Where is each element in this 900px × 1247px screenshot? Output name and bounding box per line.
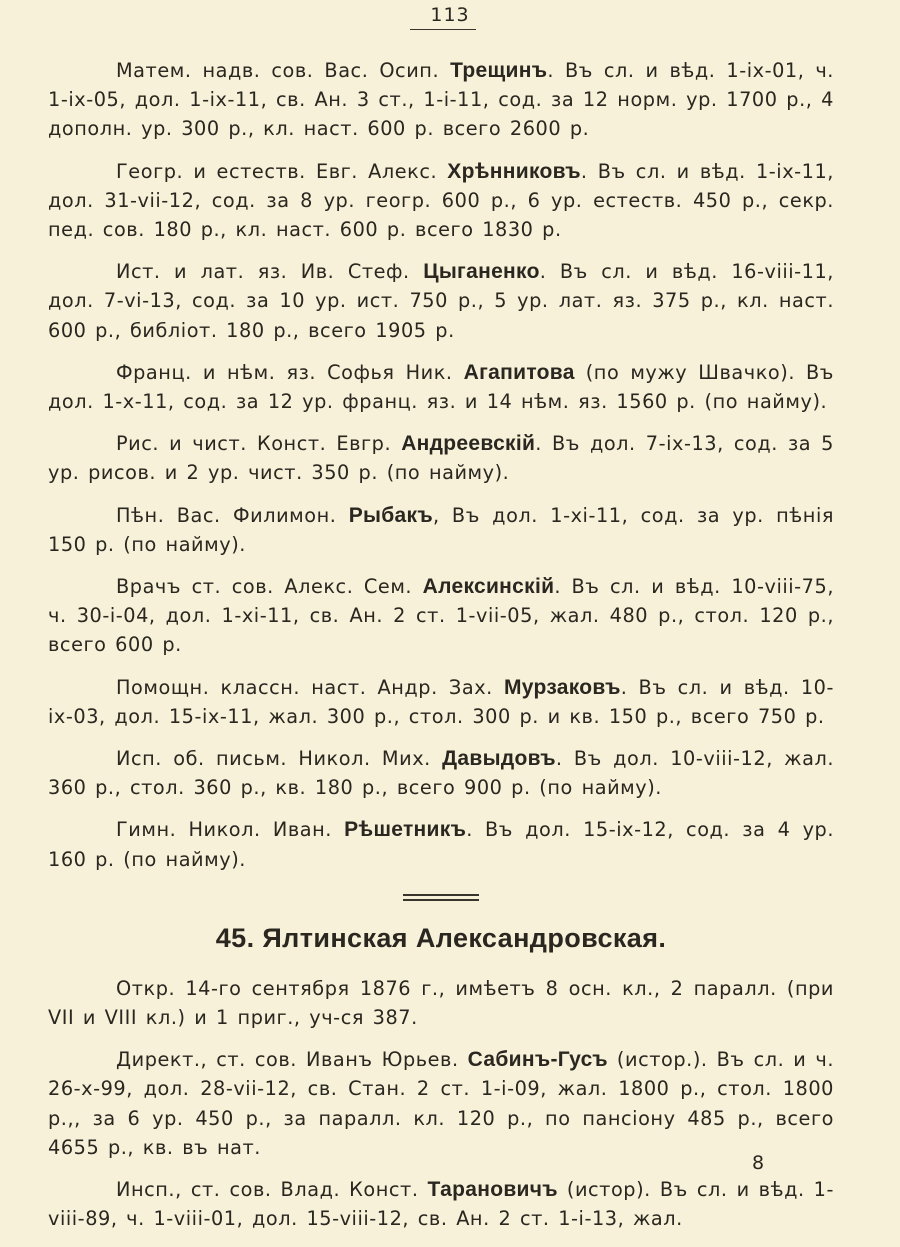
entry-details: (истор.). Въ сл. и ч. 26-x-99, дол. 28-vii-12, св. Стан. 2 ст. 1-i-09, жал. 1800 р., стол. 1800 р.,, за 6 ур. 450 р., за паралл. кл. 120 р., по пансiону 485 р., всего 4655 р., кв. въ нат. — [48, 1048, 835, 1159]
section-divider — [403, 894, 479, 901]
entry-details: . Въ сл. и вѣд. 1-ix-01, ч. 1-ix-05, дол. 1-ix-11, св. Ан. 3 ст., 1-i-11, сод. за 12 норм. ур. 1700 р., 4 дополн. ур. 300 р., кл. наст. 600 р. всего 2600 р. — [48, 59, 834, 141]
entry-details: . Въ дол. 10-viii-12, жал. 360 р., стол. 360 р., кв. 180 р., всего 900 р. (по найму). — [48, 747, 835, 800]
staff-entry — [48, 429, 834, 487]
entry-details: . Въ дол. 15-ix-12, сод. за 4 ур. 160 р. (по найму). — [48, 818, 834, 871]
entry-surname: Давыдовъ — [442, 747, 556, 771]
staff-entry — [48, 1045, 834, 1162]
entry-surname: Цыганенко — [423, 260, 540, 284]
signature-mark: 8 — [752, 1152, 765, 1174]
entry-position: Рис. и чист. Конст. Евгр. — [116, 432, 402, 456]
staff-entry — [48, 974, 834, 1032]
staff-entry — [48, 257, 834, 345]
entry-position: Ист. и лат. яз. Ив. Стеф. — [116, 260, 424, 284]
staff-entry — [48, 157, 834, 245]
staff-entry — [48, 744, 834, 802]
entry-position: Гимн. Никол. Иван. — [116, 818, 345, 842]
entry-surname: Андреевскiй — [401, 432, 536, 456]
entry-position: Матем. надв. сов. Вас. Осип. — [116, 59, 451, 82]
entry-surname: Рѣшетникъ — [344, 818, 467, 842]
entry-position: Инсп., ст. сов. Влад. Конст. — [116, 1178, 428, 1202]
staff-entry — [48, 501, 834, 559]
entry-surname: Рыбакъ — [348, 503, 433, 527]
entry-surname: Агапитова — [463, 360, 575, 384]
entry-details: . Въ сл. и вѣд. 1-ix-11, дол. 31-vii-12, сод. за 8 ур. геогр. 600 р., 6 ур. естеств. 450 р., секр. пед. сов. 180 р., кл. наст. 600 р. всего 1830 р. — [48, 159, 834, 242]
entry-position: Геогр. и естеств. Евг. Алекс. — [116, 159, 448, 183]
staff-list-yalta-gymnasium — [48, 974, 834, 1234]
staff-entry — [48, 572, 834, 660]
entry-position: Пѣн. Вас. Филимон. — [116, 503, 349, 527]
staff-entry — [48, 673, 834, 731]
entry-surname: Алексинскiй — [422, 575, 555, 599]
entry-details: . Въ сл. и вѣд. 16-viii-11, дол. 7-vi-13, сод. за 10 ур. ист. 750 р., 5 ур. лат. яз. 375 р., кл. наст. 600 р., библiот. 180 р., всего 1905 р. — [48, 260, 834, 342]
page-content — [48, 56, 834, 1247]
entry-details: . Въ сл. и вѣд. 10-viii-75, ч. 30-i-04, дол. 1-xi-11, св. Ан. 2 ст. 1-vii-05, жал. 480 р., стол. 120 р., всего 600 р. — [48, 575, 834, 657]
entry-surname: Сабинъ-Гусъ — [467, 1048, 608, 1072]
entry-details: . Въ дол. 7-ix-13, сод. за 5 ур. рисов. и 2 ур. чист. 350 р. (по найму). — [48, 432, 834, 485]
entry-surname: Тарановичъ — [427, 1178, 558, 1202]
entry-position: Франц. и нѣм. яз. Софья Ник. — [116, 360, 464, 384]
entry-position: Врачъ ст. сов. Алекс. Сем. — [116, 575, 423, 599]
entry-position: Директ., ст. сов. Иванъ Юрьев. — [116, 1048, 468, 1072]
staff-entry — [48, 358, 834, 416]
entry-details: (истор). Въ сл. и вѣд. 1-viii-89, ч. 1-viii-01, дол. 15-viii-12, св. Ан. 2 ст. 1-i-13, жал. — [48, 1178, 834, 1231]
entry-surname: Хрѣнниковъ — [447, 159, 581, 183]
staff-entry — [48, 56, 834, 144]
entry-surname: Трещинъ — [450, 59, 548, 82]
entry-surname: Мурзаковъ — [503, 675, 621, 699]
entry-position: Откр. 14-го сентября 1876 г., имѣетъ 8 осн. кл., 2 паралл. (при VII и VIII кл.) и 1 приг., уч-ся 387. — [48, 976, 834, 1030]
section-heading: 45. Ялтинская Александровская. — [215, 922, 667, 953]
entry-details: , Въ дол. 1-xi-11, сод. за ур. пѣнiя 150 р. (по найму). — [48, 503, 835, 556]
staff-list-gymnasium-44 — [48, 56, 834, 874]
staff-entry — [48, 815, 834, 873]
entry-position: Исп. об. письм. Никол. Мих. — [116, 747, 443, 771]
page-number-rule — [410, 29, 476, 30]
entry-position: Помощн. классн. наст. Андр. Зах. — [116, 675, 504, 699]
entry-details: (по мужу Швачко). Въ дол. 1-x-11, сод. за 12 ур. франц. яз. и 14 нѣм. яз. 1560 р. (по найму). — [48, 360, 834, 414]
staff-entry — [48, 1175, 834, 1233]
entry-details: . Въ сл. и вѣд. 10-ix-03, дол. 15-ix-11, жал. 300 р., стол. 300 р. и кв. 150 р., всего 750 р. — [48, 675, 834, 728]
page-number: 113 — [430, 4, 470, 26]
